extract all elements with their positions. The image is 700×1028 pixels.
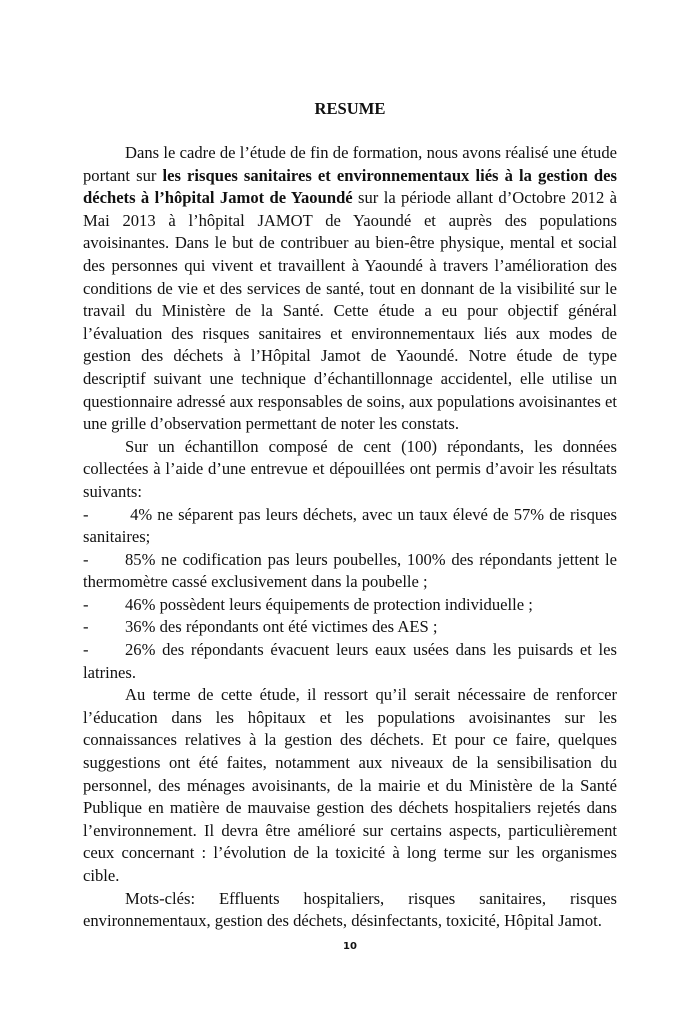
bullet-text: 4% ne séparent pas leurs déchets, avec un taux élevé de 57% de risques sanitaires;: [83, 504, 617, 547]
bullet-dash: -: [83, 549, 89, 569]
bullet-dash: -: [83, 504, 89, 524]
bullet-text: 36% des répondants ont été victimes des AES ;: [125, 617, 438, 637]
intro-rest-text: sur la période allant d’Octobre 2012 à Mai 2013 à l’hôpital JAMOT de Yaoundé et auprès des populations avoisinantes. Dans le but de contribuer au bien-être physique, mental et social des personnes qui vivent et travaillent à Yaoundé à travers l’amélioration des conditions de vie et des services de santé, tout en donnant de la visibilité sur le travail du Ministère de la Santé. Cette étude a eu pour objectif général l’évaluation des risques sanitaires et environnementaux liés aux modes de gestion des déchets à l’Hôpital Jamot de Yaoundé. Notre étude de type descriptif suivant une technique d’échantillonnage accidentel, elle utilise un questionnaire adressé aux responsables de soins, aux populations avoisinantes et une grille d’observation permettant de noter les constats.: [83, 188, 618, 434]
bullet-dash: -: [83, 617, 89, 637]
bullet-dash: -: [83, 640, 89, 660]
result-bullet: [83, 549, 617, 594]
result-bullet: [83, 639, 617, 684]
page-title: RESUME: [314, 99, 386, 118]
paragraph-intro: [83, 142, 617, 436]
bullet-text: 46% possèdent leurs équipements de protection individuelle ;: [125, 594, 533, 614]
intro-text: Dans le cadre de l’étude de fin de formation, nous avons réalisé une étude portant sur: [83, 143, 617, 185]
result-bullet: [83, 504, 617, 549]
paragraph-conclusion: Au terme de cette étude, il ressort qu’il serait nécessaire de renforcer l’éducation dans les hôpitaux et les populations avoisinantes sur les connaissances relatives à la gestion des déchets. Et pour ce faire, quelques suggestions ont été faites, notamment aux niveaux de la sensibilisation du personnel, des ménages avoisinants, de la mairie et du Ministère de la Santé Publique en matière de mauvaise gestion des déchets hospitaliers rejetés dans l’environnement. Il devra être amélioré sur certains aspects, particulièrement ceux concernant : l’évolution de la toxicité à long terme sur les organismes cible.: [83, 685, 617, 885]
bullet-dash: -: [83, 594, 89, 614]
result-bullet: [83, 616, 617, 639]
keywords: Mots-clés: Effluents hospitaliers, risques sanitaires, risques environnementaux, gestion des déchets, désinfectants, toxicité, Hôpital Jamot.: [83, 888, 617, 931]
document-page: [83, 98, 617, 933]
bullet-text: 85% ne codification pas leurs poubelles, 100% des répondants jettent le thermomètre cassé exclusivement dans la poubelle ;: [83, 549, 617, 592]
bullet-text: 26% des répondants évacuent leurs eaux usées dans les puisards et les latrines.: [83, 640, 617, 682]
page-number: 10: [343, 941, 357, 952]
paragraph-sample: Sur un échantillon composé de cent (100) répondants, les données collectées à l’aide d’une entrevue et dépouillées ont permis d’avoir les résultats suivants:: [83, 436, 617, 501]
result-bullet: [83, 594, 617, 617]
study-subject-bold: les risques sanitaires et environnementaux liés à la gestion des déchets à l’hôpital Jamot de Yaoundé: [83, 165, 617, 208]
